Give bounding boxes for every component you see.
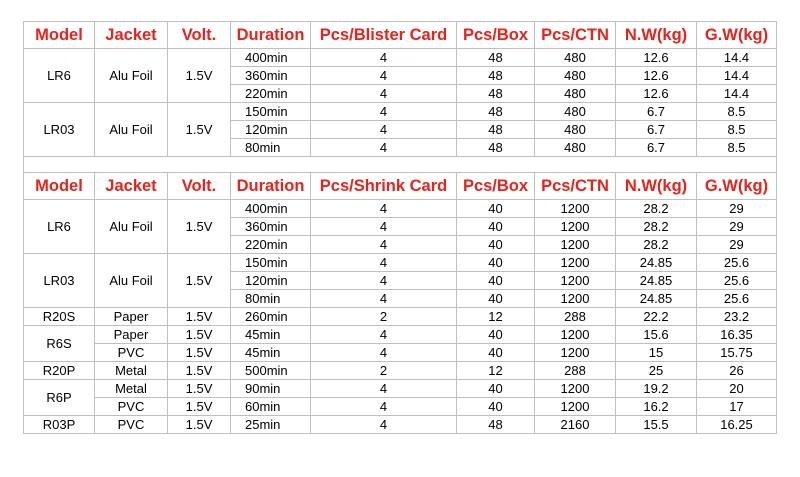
column-header: Pcs/Box [457,173,535,200]
gross-weight-cell: 29 [697,200,777,218]
table-row [24,398,777,416]
spec-table-container [23,21,776,434]
pcs-card-cell: 2 [311,362,457,380]
duration-cell: 360min [231,67,311,85]
table-row [24,344,777,362]
voltage-cell: 1.5V [168,416,231,434]
table-row [24,416,777,434]
pcs-ctn-cell: 480 [535,103,616,121]
duration-cell: 260min [231,308,311,326]
pcs-card-cell: 4 [311,67,457,85]
pcs-ctn-cell: 1200 [535,254,616,272]
model-cell: R03P [24,416,95,434]
pcs-card-cell: 4 [311,326,457,344]
pcs-box-cell: 40 [457,236,535,254]
column-header: G.W(kg) [697,22,777,49]
pcs-box-cell: 48 [457,67,535,85]
pcs-box-cell: 40 [457,344,535,362]
voltage-cell: 1.5V [168,326,231,344]
column-header: Duration [231,173,311,200]
net-weight-cell: 25 [616,362,697,380]
pcs-box-cell: 48 [457,121,535,139]
duration-cell: 120min [231,272,311,290]
pcs-ctn-cell: 1200 [535,236,616,254]
pcs-ctn-cell: 1200 [535,272,616,290]
pcs-card-cell: 4 [311,236,457,254]
column-header: Volt. [168,22,231,49]
jacket-cell: Alu Foil [95,254,168,308]
net-weight-cell: 24.85 [616,272,697,290]
pcs-box-cell: 40 [457,200,535,218]
pcs-card-cell: 4 [311,85,457,103]
voltage-cell: 1.5V [168,200,231,254]
column-header: Jacket [95,173,168,200]
net-weight-cell: 6.7 [616,139,697,157]
duration-cell: 90min [231,380,311,398]
voltage-cell: 1.5V [168,398,231,416]
pcs-box-cell: 48 [457,139,535,157]
net-weight-cell: 12.6 [616,67,697,85]
net-weight-cell: 15.5 [616,416,697,434]
pcs-card-cell: 4 [311,200,457,218]
header-row [24,22,777,49]
model-cell: R6S [24,326,95,362]
pcs-ctn-cell: 1200 [535,326,616,344]
pcs-ctn-cell: 1200 [535,290,616,308]
gross-weight-cell: 25.6 [697,254,777,272]
table-row [24,308,777,326]
gross-weight-cell: 16.35 [697,326,777,344]
column-header: Volt. [168,173,231,200]
pcs-card-cell: 4 [311,121,457,139]
table-row [24,200,777,218]
gross-weight-cell: 14.4 [697,67,777,85]
pcs-card-cell: 4 [311,416,457,434]
net-weight-cell: 22.2 [616,308,697,326]
pcs-card-cell: 4 [311,103,457,121]
gross-weight-cell: 8.5 [697,103,777,121]
jacket-cell: Paper [95,326,168,344]
net-weight-cell: 15 [616,344,697,362]
table-row [24,49,777,67]
pcs-box-cell: 40 [457,398,535,416]
model-cell: R20S [24,308,95,326]
table-row [24,362,777,380]
pcs-card-cell: 4 [311,290,457,308]
pcs-box-cell: 40 [457,290,535,308]
pcs-ctn-cell: 2160 [535,416,616,434]
battery-spec-table [23,21,777,434]
pcs-card-cell: 4 [311,49,457,67]
model-cell: LR6 [24,200,95,254]
gross-weight-cell: 29 [697,218,777,236]
model-cell: LR03 [24,254,95,308]
pcs-ctn-cell: 480 [535,85,616,103]
gross-weight-cell: 23.2 [697,308,777,326]
duration-cell: 400min [231,200,311,218]
pcs-ctn-cell: 288 [535,362,616,380]
column-header: Pcs/Blister Card [311,22,457,49]
voltage-cell: 1.5V [168,103,231,157]
pcs-ctn-cell: 480 [535,67,616,85]
pcs-card-cell: 4 [311,139,457,157]
gross-weight-cell: 29 [697,236,777,254]
voltage-cell: 1.5V [168,308,231,326]
pcs-box-cell: 12 [457,308,535,326]
pcs-box-cell: 40 [457,272,535,290]
jacket-cell: Paper [95,308,168,326]
pcs-ctn-cell: 1200 [535,398,616,416]
net-weight-cell: 28.2 [616,218,697,236]
model-cell: LR03 [24,103,95,157]
voltage-cell: 1.5V [168,380,231,398]
pcs-ctn-cell: 1200 [535,344,616,362]
gross-weight-cell: 20 [697,380,777,398]
jacket-cell: Metal [95,380,168,398]
net-weight-cell: 6.7 [616,103,697,121]
jacket-cell: Alu Foil [95,103,168,157]
jacket-cell: Alu Foil [95,49,168,103]
pcs-ctn-cell: 480 [535,49,616,67]
voltage-cell: 1.5V [168,49,231,103]
pcs-ctn-cell: 1200 [535,380,616,398]
table-row [24,254,777,272]
net-weight-cell: 24.85 [616,290,697,308]
duration-cell: 60min [231,398,311,416]
pcs-ctn-cell: 480 [535,121,616,139]
net-weight-cell: 6.7 [616,121,697,139]
voltage-cell: 1.5V [168,362,231,380]
duration-cell: 220min [231,85,311,103]
duration-cell: 45min [231,344,311,362]
column-header: Pcs/Shrink Card [311,173,457,200]
spec-table-body [24,22,777,434]
model-cell: R6P [24,380,95,416]
model-cell: R20P [24,362,95,380]
column-header: G.W(kg) [697,173,777,200]
pcs-box-cell: 48 [457,85,535,103]
pcs-box-cell: 12 [457,362,535,380]
pcs-ctn-cell: 1200 [535,200,616,218]
voltage-cell: 1.5V [168,344,231,362]
pcs-box-cell: 40 [457,380,535,398]
pcs-card-cell: 4 [311,254,457,272]
net-weight-cell: 24.85 [616,254,697,272]
gross-weight-cell: 17 [697,398,777,416]
pcs-card-cell: 4 [311,272,457,290]
pcs-card-cell: 2 [311,308,457,326]
column-header: Jacket [95,22,168,49]
gross-weight-cell: 26 [697,362,777,380]
jacket-cell: PVC [95,344,168,362]
net-weight-cell: 28.2 [616,236,697,254]
net-weight-cell: 12.6 [616,85,697,103]
gross-weight-cell: 15.75 [697,344,777,362]
duration-cell: 220min [231,236,311,254]
pcs-card-cell: 4 [311,380,457,398]
header-row [24,173,777,200]
section-gap-row [24,157,777,173]
gross-weight-cell: 25.6 [697,290,777,308]
duration-cell: 80min [231,290,311,308]
model-cell: LR6 [24,49,95,103]
column-header: N.W(kg) [616,173,697,200]
jacket-cell: PVC [95,416,168,434]
pcs-box-cell: 48 [457,49,535,67]
pcs-box-cell: 48 [457,416,535,434]
net-weight-cell: 12.6 [616,49,697,67]
jacket-cell: Alu Foil [95,200,168,254]
net-weight-cell: 19.2 [616,380,697,398]
pcs-box-cell: 40 [457,254,535,272]
duration-cell: 150min [231,103,311,121]
jacket-cell: PVC [95,398,168,416]
duration-cell: 25min [231,416,311,434]
table-row [24,103,777,121]
duration-cell: 360min [231,218,311,236]
table-row [24,326,777,344]
pcs-box-cell: 40 [457,218,535,236]
pcs-card-cell: 4 [311,218,457,236]
column-header: Pcs/CTN [535,22,616,49]
column-header: Pcs/Box [457,22,535,49]
gross-weight-cell: 8.5 [697,139,777,157]
duration-cell: 80min [231,139,311,157]
gross-weight-cell: 8.5 [697,121,777,139]
column-header: Duration [231,22,311,49]
gross-weight-cell: 14.4 [697,49,777,67]
duration-cell: 150min [231,254,311,272]
column-header: Pcs/CTN [535,173,616,200]
net-weight-cell: 28.2 [616,200,697,218]
duration-cell: 400min [231,49,311,67]
pcs-card-cell: 4 [311,398,457,416]
duration-cell: 500min [231,362,311,380]
duration-cell: 120min [231,121,311,139]
gross-weight-cell: 25.6 [697,272,777,290]
duration-cell: 45min [231,326,311,344]
pcs-ctn-cell: 288 [535,308,616,326]
net-weight-cell: 16.2 [616,398,697,416]
pcs-ctn-cell: 480 [535,139,616,157]
pcs-box-cell: 48 [457,103,535,121]
gross-weight-cell: 16.25 [697,416,777,434]
pcs-ctn-cell: 1200 [535,218,616,236]
voltage-cell: 1.5V [168,254,231,308]
gross-weight-cell: 14.4 [697,85,777,103]
table-row [24,380,777,398]
jacket-cell: Metal [95,362,168,380]
column-header: N.W(kg) [616,22,697,49]
column-header: Model [24,173,95,200]
net-weight-cell: 15.6 [616,326,697,344]
column-header: Model [24,22,95,49]
pcs-box-cell: 40 [457,326,535,344]
section-gap [24,157,777,173]
pcs-card-cell: 4 [311,344,457,362]
